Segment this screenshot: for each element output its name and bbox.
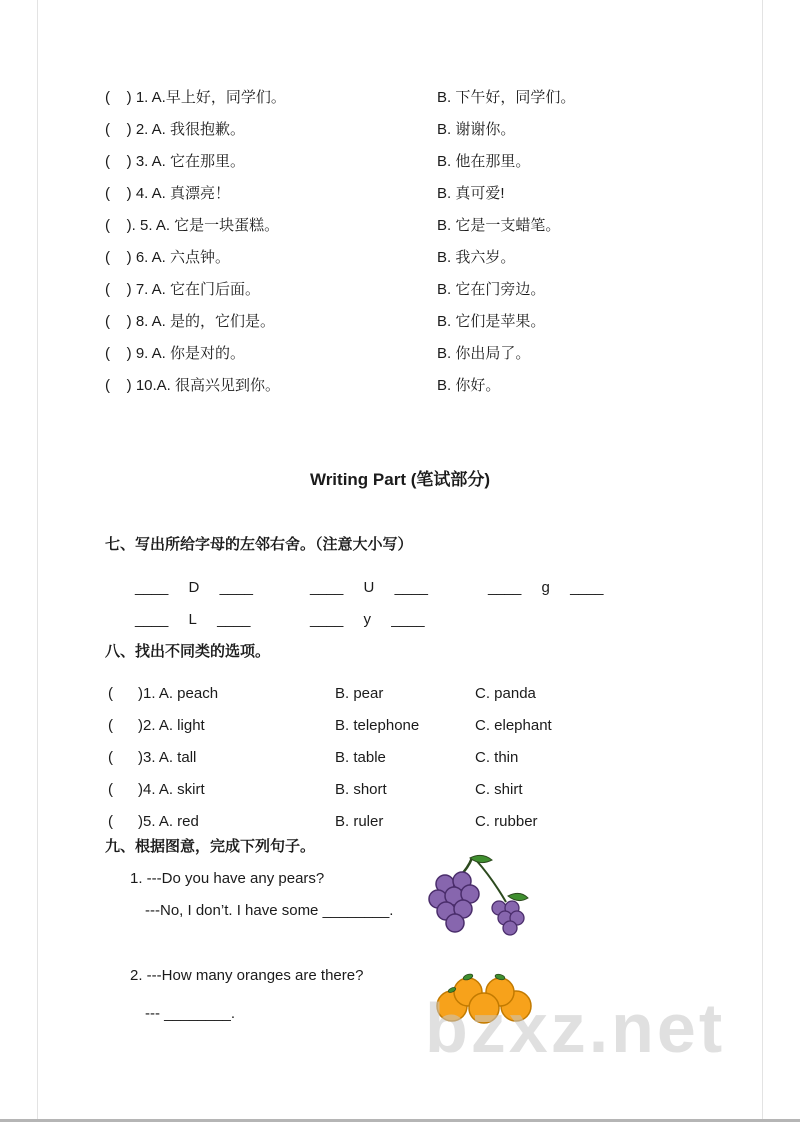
- blank-line: ____: [488, 579, 522, 596]
- given-letter: g: [541, 579, 550, 596]
- section8-title: 八、找出不同类的选项。: [105, 643, 271, 660]
- choice-b: B. short: [335, 781, 387, 798]
- option-a-text: ( ) 6. A. 六点钟。: [105, 249, 231, 266]
- classify-row: [0, 742, 800, 774]
- listening-row: [105, 370, 800, 402]
- option-a-text: ( ) 9. A. 你是对的。: [105, 345, 246, 362]
- choice-b: B. telephone: [335, 717, 420, 734]
- choice-a: ( )1. A. peach: [108, 685, 219, 702]
- option-b-text: B. 它是一支蜡笔。: [437, 217, 561, 234]
- choice-c: C. elephant: [475, 717, 552, 734]
- letter-neighbors-group: [488, 575, 603, 601]
- question1-line2: ---No, I don’t. I have some ________.: [145, 902, 394, 919]
- writing-part-header: Writing Part (笔试部分): [309, 470, 491, 489]
- blank-line: ____: [219, 579, 253, 596]
- choice-a: ( )3. A. tall: [108, 749, 197, 766]
- question2-line1: 2. ---How many oranges are there?: [130, 967, 364, 984]
- option-a-text: ( ) 8. A. 是的，它们是。: [105, 313, 276, 330]
- choice-b: B. ruler: [335, 813, 384, 830]
- classify-row: [0, 774, 800, 806]
- site-watermark: bzxz.net: [425, 989, 726, 1067]
- choice-a: ( )4. A. skirt: [108, 781, 205, 798]
- option-a-text: ( ) 4. A. 真漂亮！: [105, 185, 231, 202]
- listening-row: [105, 114, 800, 146]
- option-b-text: B. 谢谢你。: [437, 121, 516, 138]
- blank-line: ____: [310, 579, 344, 596]
- classify-row: [0, 678, 800, 710]
- page-edge-left: [37, 0, 38, 1120]
- given-letter: U: [363, 579, 375, 596]
- listening-row: [105, 274, 800, 306]
- choice-c: C. shirt: [475, 781, 523, 798]
- grapes-image: [420, 852, 532, 940]
- page-edge-bottom: [0, 1119, 800, 1122]
- blank-line: ____: [217, 611, 251, 628]
- classify-row: [0, 710, 800, 742]
- option-b-text: B. 它在门旁边。: [437, 281, 546, 298]
- blank-line: ____: [135, 579, 169, 596]
- given-letter: y: [363, 611, 372, 628]
- listening-row: [105, 178, 800, 210]
- letter-neighbors-group: [135, 607, 250, 633]
- choice-a: ( )5. A. red: [108, 813, 199, 830]
- letter-neighbors-group: [310, 575, 428, 601]
- choice-c: C. panda: [475, 685, 536, 702]
- question1-line1: 1. ---Do you have any pears?: [130, 870, 325, 887]
- section8-rows: [0, 678, 800, 838]
- choice-a: ( )2. A. light: [108, 717, 205, 734]
- option-a-text: ( ) 3. A. 它在那里。: [105, 153, 246, 170]
- given-letter: L: [188, 611, 197, 628]
- given-letter: D: [188, 579, 200, 596]
- section7-title: 七、写出所给字母的左邻右舍。（注意大小写）: [105, 536, 413, 553]
- option-b-text: B. 你好。: [437, 377, 501, 394]
- option-b-text: B. 下午好，同学们。: [437, 89, 576, 106]
- blank-line: ____: [310, 611, 344, 628]
- letter-row: [0, 575, 800, 601]
- choice-c: C. thin: [475, 749, 519, 766]
- choice-b: B. pear: [335, 685, 384, 702]
- listening-row: [105, 146, 800, 178]
- question2-line2: --- ________.: [145, 1005, 236, 1022]
- section9-title: 九、根据图意，完成下列句子。: [105, 838, 316, 855]
- listening-row: [105, 242, 800, 274]
- listening-row: [105, 338, 800, 370]
- letter-neighbors-group: [135, 575, 253, 601]
- listening-section: [105, 82, 800, 402]
- option-b-text: B. 我六岁。: [437, 249, 516, 266]
- option-a-text: ( ) 1. A.早上好，同学们。: [105, 89, 286, 106]
- letter-neighbors-group: [310, 607, 425, 633]
- listening-row: [105, 210, 800, 242]
- option-a-text: ( ). 5. A. 它是一块蛋糕。: [105, 217, 280, 234]
- letter-row: [0, 607, 800, 633]
- blank-line: ____: [394, 579, 428, 596]
- option-a-text: ( ) 2. A. 我很抱歉。: [105, 121, 246, 138]
- option-b-text: B. 他在那里。: [437, 153, 531, 170]
- option-b-text: B. 真可爱!: [437, 185, 505, 202]
- blank-line: ____: [391, 611, 425, 628]
- option-b-text: B. 你出局了。: [437, 345, 531, 362]
- option-a-text: ( ) 10.A. 很高兴见到你。: [105, 377, 281, 394]
- blank-line: ____: [135, 611, 169, 628]
- listening-row: [105, 306, 800, 338]
- blank-line: ____: [570, 579, 604, 596]
- option-a-text: ( ) 7. A. 它在门后面。: [105, 281, 261, 298]
- choice-b: B. table: [335, 749, 386, 766]
- choice-c: C. rubber: [475, 813, 538, 830]
- listening-row: [105, 82, 800, 114]
- classify-row: [0, 806, 800, 838]
- option-b-text: B. 它们是苹果。: [437, 313, 546, 330]
